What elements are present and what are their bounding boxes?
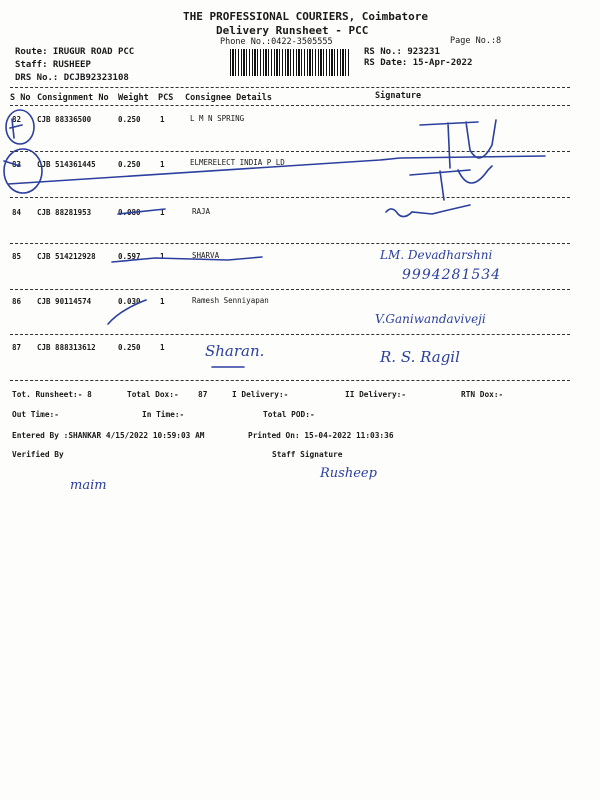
row-sno: 82 — [12, 115, 22, 124]
staff: Staff: RUSHEEP — [15, 60, 91, 70]
row-sno: 87 — [12, 343, 22, 352]
row-weight: 0.250 — [118, 115, 141, 124]
drs-number: DRS No.: DCJB92323108 — [15, 73, 129, 83]
staff-signature-label: Staff Signature — [272, 450, 343, 459]
col-pcs: PCS — [158, 93, 174, 103]
row-consignee: SHARVA — [192, 251, 220, 260]
row-consignee: ELMERELECT INDIA P LD — [190, 158, 285, 167]
row-weight: 0.250 — [118, 343, 141, 352]
signature-tv — [410, 166, 492, 200]
company-title: THE PROFESSIONAL COURIERS, Coimbatore — [183, 10, 429, 23]
row-pcs: 1 — [160, 208, 165, 217]
row-pcs: 1 — [160, 160, 165, 169]
check-mark — [10, 119, 22, 138]
col-consignment: Consignment No — [37, 93, 109, 103]
circle-mark — [4, 149, 42, 193]
strike-line — [112, 257, 262, 262]
printed-on: Printed On: 15-04-2022 11:03:36 — [248, 431, 394, 440]
entered-by: Entered By :SHANKAR 4/15/2022 10:59:03 AM — [12, 431, 205, 440]
row-consignment: CJB 88336500 — [37, 115, 92, 124]
row-consignment: CJB 90114574 — [37, 297, 92, 306]
runsheet-title: Delivery Runsheet - PCC — [216, 24, 369, 37]
page-number: Page No.:8 — [450, 36, 502, 46]
row-pcs: 1 — [160, 297, 165, 306]
pen-stroke — [4, 161, 20, 166]
row-consignee: Ramesh Senniyapan — [192, 296, 269, 305]
strike-line — [118, 209, 165, 214]
row-weight: 0.250 — [118, 160, 141, 169]
total-dox-value: 87 — [198, 390, 208, 399]
row-sno: 85 — [12, 252, 22, 261]
row-sno: 84 — [12, 208, 22, 217]
row-pcs: 1 — [160, 343, 165, 352]
ii-delivery: II Delivery:- — [345, 390, 407, 399]
handwritten-consignee: Sharan. — [205, 342, 265, 360]
verified-signature: maim — [70, 478, 107, 493]
row-sno: 86 — [12, 297, 22, 306]
strike-line — [108, 300, 146, 324]
signature-raja — [386, 205, 470, 217]
col-weight: Weight — [118, 93, 149, 103]
tot-runsheet: Tot. Runsheet:- 8 — [12, 390, 92, 399]
row-consignment: CJB 514212928 — [37, 252, 96, 261]
col-signature: Signature — [375, 91, 422, 101]
signature-tv — [420, 120, 496, 168]
rtn-dox: RTN Dox:- — [461, 390, 504, 399]
phone-number: Phone No.:0422-3505555 — [220, 37, 333, 47]
row-weight: 0.030 — [118, 297, 141, 306]
rs-number: RS No.: 923231 — [364, 47, 440, 57]
col-sno: S No — [10, 93, 31, 103]
staff-signature-ink: Rusheep — [320, 466, 377, 481]
row-consignee: RAJA — [192, 207, 211, 216]
row-weight: 0.597 — [118, 252, 141, 261]
row-consignment: CJB 88281953 — [37, 208, 92, 217]
col-consignee: Consignee Details — [185, 93, 272, 103]
handwritten-name: LM. Devadharshni — [380, 248, 493, 262]
row-consignment: CJB 514361445 — [37, 160, 96, 169]
rs-date: RS Date: 15-Apr-2022 — [364, 58, 473, 68]
total-dox: Total Dox:- — [127, 390, 179, 399]
handwritten-phone: 9994281534 — [402, 267, 502, 283]
out-time: Out Time:- — [12, 410, 59, 419]
row-weight: 0.080 — [118, 208, 141, 217]
total-pod: Total POD:- — [263, 410, 315, 419]
row-sno: 83 — [12, 160, 22, 169]
handwritten-signature: V.Ganiwandaviveji — [375, 312, 486, 326]
handwritten-signature: R. S. Ragil — [380, 348, 460, 366]
verified-by: Verified By — [12, 450, 64, 459]
i-delivery: I Delivery:- — [232, 390, 289, 399]
row-pcs: 1 — [160, 252, 165, 261]
circle-mark — [6, 110, 34, 144]
row-consignment: CJB 888313612 — [37, 343, 96, 352]
row-consignee: L M N SPRING — [190, 114, 245, 123]
in-time: In Time:- — [142, 410, 185, 419]
route: Route: IRUGUR ROAD PCC — [15, 47, 135, 57]
row-pcs: 1 — [160, 115, 165, 124]
